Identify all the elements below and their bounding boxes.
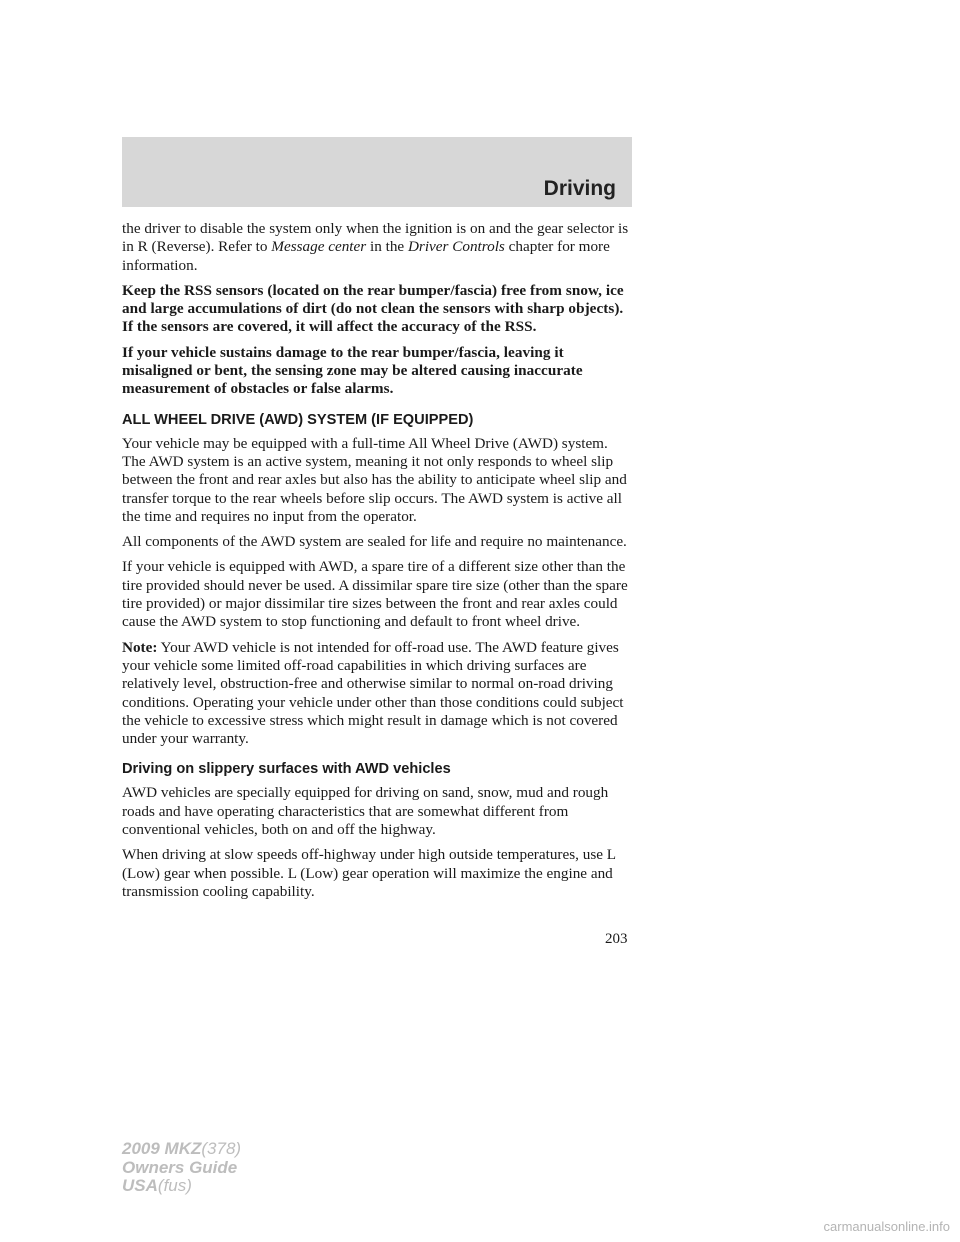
link-message-center: Message center <box>271 238 367 256</box>
warning-sensors: Keep the RSS sensors (located on the rear bumper/fascia) free from snow, ice and large accumulations of dirt (do not clean the sensors with sharp objects). If the sensors are covered, it will affect the accuracy of the RSS. <box>122 281 624 336</box>
document-footer: 2009 MKZ(378) Owners Guide USA(fus) <box>122 1139 242 1195</box>
section-title: Driving <box>543 177 616 200</box>
note-label: Note: <box>122 638 158 656</box>
section-header-band <box>122 137 632 207</box>
link-driver-controls: Driver Controls <box>407 238 505 256</box>
paragraph-note: Note: Your AWD vehicle is not intended for off-road use. The AWD feature gives your vehicle some limited off-road capabilities in which driving surfaces are relatively level, obstruction-free and otherwise similar to normal on-road driving conditions. Operating your vehicle under other than those conditions could subject the vehicle to excessive stress which might result in damage which is not covered under your warranty. <box>122 638 624 748</box>
paragraph-awd-spare-tire: If your vehicle is equipped with AWD, a spare tire of a different size other than the tire provided should never be used. A dissimilar spare tire size (other than the spare tire provided) or major dissimilar tire sizes between the front and rear axles could cause the AWD system to stop functioning and default to front wheel drive. <box>122 558 628 631</box>
paragraph-slippery-1: AWD vehicles are specially equipped for driving on sand, snow, mud and rough roads and have operating characteristics that are somewhat different from conventional vehicles, both on and off the highway. <box>122 784 609 839</box>
heading-slippery-surfaces: Driving on slippery surfaces with AWD vehicles <box>122 761 451 778</box>
page-content <box>122 220 634 908</box>
heading-awd-system: ALL WHEEL DRIVE (AWD) SYSTEM (IF EQUIPPED) <box>122 411 474 428</box>
paragraph-slippery-2: When driving at slow speeds off-highway under high outside temperatures, use L (Low) gear when possible. L (Low) gear operation will maximize the engine and transmission cooling capability. <box>122 846 616 900</box>
paragraph-awd-maintenance: All components of the AWD system are sealed for life and require no maintenance. <box>122 533 627 551</box>
warning-bumper-damage: If your vehicle sustains damage to the rear bumper/fascia, leaving it misaligned or bent, the sensing zone may be altered causing inaccurate measurement of obstacles or false alarms. <box>122 343 583 398</box>
page-number: 203 <box>605 931 628 947</box>
watermark: carmanualsonline.info <box>823 1219 950 1234</box>
paragraph-intro: the driver to disable the system only when the ignition is on and the gear selector is in R (Reverse). Refer to Message center in the Driver Controls chapter for more information. <box>122 220 629 274</box>
paragraph-awd-description: Your vehicle may be equipped with a full-time All Wheel Drive (AWD) system. The AWD system is an active system, meaning it not only responds to wheel slip between the front and rear axles but also has the ability to anticipate wheel slip and transfer torque to the rear wheels before slip occurs. The AWD system is active all the time and requires no input from the operator. <box>122 434 627 525</box>
